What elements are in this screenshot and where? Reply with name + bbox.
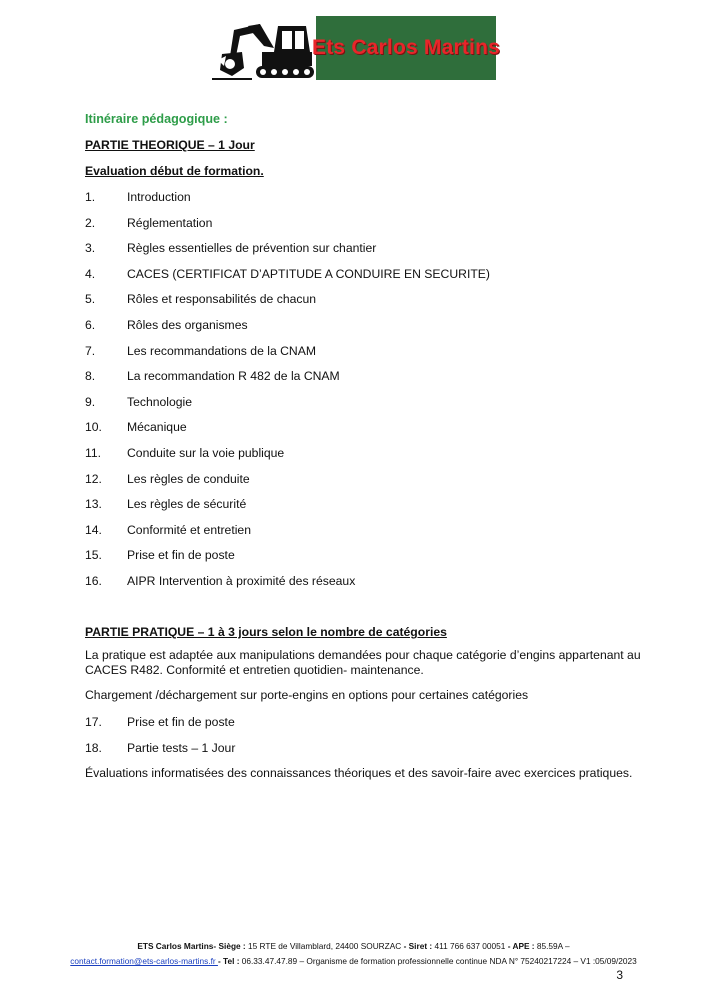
practice-paragraph-3: Évaluations informatisées des connaissances théoriques et des savoir-faire avec exercices pratiques. bbox=[85, 766, 633, 780]
list-item bbox=[85, 574, 355, 589]
list-item bbox=[85, 395, 192, 410]
list-text: Conformité et entretien bbox=[127, 522, 251, 537]
theory-subtitle: Evaluation début de formation. bbox=[85, 164, 264, 178]
list-item bbox=[85, 715, 235, 730]
list-number: 17. bbox=[85, 715, 102, 729]
page-heading: Itinéraire pédagogique : bbox=[85, 112, 228, 126]
logo-banner bbox=[312, 16, 500, 80]
footer-tel-value: 06.33.47.47.89 – Organisme de formation professionnelle continue NDA N° 75240217224 – V1 :05/09/2023 bbox=[239, 956, 637, 966]
list-text: Les règles de sécurité bbox=[127, 497, 247, 512]
list-text: CACES (CERTIFICAT D’APTITUDE A CONDUIRE EN SECURITE) bbox=[127, 266, 490, 281]
list-text: Rôles des organismes bbox=[127, 318, 248, 332]
footer-siege-value: 15 RTE de Villamblard, 24400 SOURZAC bbox=[245, 941, 404, 951]
footer-siege-label: - Siège : bbox=[213, 941, 246, 951]
list-item bbox=[85, 216, 212, 231]
list-item bbox=[85, 472, 250, 487]
list-number: 12. bbox=[85, 471, 102, 486]
list-item bbox=[85, 741, 235, 756]
practice-paragraph-2: Chargement /déchargement sur porte-engins en options pour certaines catégories bbox=[85, 688, 529, 702]
list-item bbox=[85, 267, 490, 282]
footer-ape-value: 85.59A – bbox=[534, 941, 570, 951]
list-item bbox=[85, 523, 251, 538]
list-item bbox=[85, 344, 316, 359]
list-item bbox=[85, 548, 235, 563]
list-item bbox=[85, 497, 246, 512]
list-text: Technologie bbox=[127, 394, 193, 409]
list-number: 3. bbox=[85, 241, 96, 256]
list-item bbox=[85, 292, 316, 307]
list-text: Les recommandations de la CNAM bbox=[127, 343, 316, 358]
company-logo bbox=[212, 16, 500, 80]
list-text: Prise et fin de poste bbox=[127, 715, 235, 729]
list-text: Les règles de conduite bbox=[127, 471, 250, 486]
list-number: 16. bbox=[85, 574, 102, 588]
footer-company: ETS Carlos Martins bbox=[137, 941, 214, 951]
list-number: 7. bbox=[85, 343, 96, 358]
list-text: Introduction bbox=[127, 190, 191, 204]
list-text: Mécanique bbox=[127, 420, 187, 435]
list-number: 18. bbox=[85, 740, 102, 755]
list-number: 6. bbox=[85, 318, 96, 332]
list-number: 15. bbox=[85, 548, 102, 563]
footer-siret-value: 411 766 637 00051 bbox=[432, 941, 508, 951]
list-text: Partie tests – 1 Jour bbox=[127, 740, 236, 755]
excavator-icon bbox=[212, 16, 318, 80]
list-text: Prise et fin de poste bbox=[127, 548, 235, 563]
logo-brand-text: Ets Carlos Martins bbox=[312, 36, 500, 59]
list-text: AIPR Intervention à proximité des réseaux bbox=[127, 574, 356, 588]
list-number: 9. bbox=[85, 394, 96, 409]
footer-email-link[interactable]: contact.formation@ets-carlos-martins.fr bbox=[70, 956, 218, 966]
list-text: Conduite sur la voie publique bbox=[127, 446, 285, 460]
list-number: 5. bbox=[85, 292, 96, 307]
list-number: 4. bbox=[85, 266, 96, 281]
list-item bbox=[85, 318, 248, 333]
list-number: 11. bbox=[85, 446, 102, 460]
list-text: La recommandation R 482 de la CNAM bbox=[127, 369, 340, 384]
list-number: 2. bbox=[85, 215, 96, 230]
theory-title: PARTIE THEORIQUE – 1 Jour bbox=[85, 138, 255, 152]
practice-paragraph-1: La pratique est adaptée aux manipulations demandées pour chaque catégorie d’engins appartenant au CACES R482. Conformité et entretien quotidien- maintenance. bbox=[85, 648, 641, 677]
list-number: 14. bbox=[85, 522, 102, 537]
list-item bbox=[85, 420, 187, 435]
list-number: 10. bbox=[85, 420, 102, 435]
footer-line-1 bbox=[0, 941, 707, 951]
list-number: 8. bbox=[85, 369, 96, 384]
list-item bbox=[85, 446, 284, 461]
list-text: Rôles et responsabilités de chacun bbox=[127, 292, 317, 307]
list-number: 1. bbox=[85, 190, 96, 204]
page-number: 3 bbox=[616, 968, 623, 982]
footer-siret-label: - Siret : bbox=[403, 941, 433, 951]
list-item bbox=[85, 190, 191, 205]
practice-title: PARTIE PRATIQUE – 1 à 3 jours selon le nombre de catégories bbox=[85, 625, 447, 639]
footer-ape-label: - APE : bbox=[507, 941, 535, 951]
footer-tel-label: - Tel : bbox=[217, 956, 240, 966]
list-text: Réglementation bbox=[127, 215, 213, 230]
list-text: Règles essentielles de prévention sur chantier bbox=[127, 241, 377, 256]
list-item bbox=[85, 369, 340, 384]
list-number: 13. bbox=[85, 497, 102, 512]
footer-line-2 bbox=[0, 956, 707, 966]
list-item bbox=[85, 241, 376, 256]
